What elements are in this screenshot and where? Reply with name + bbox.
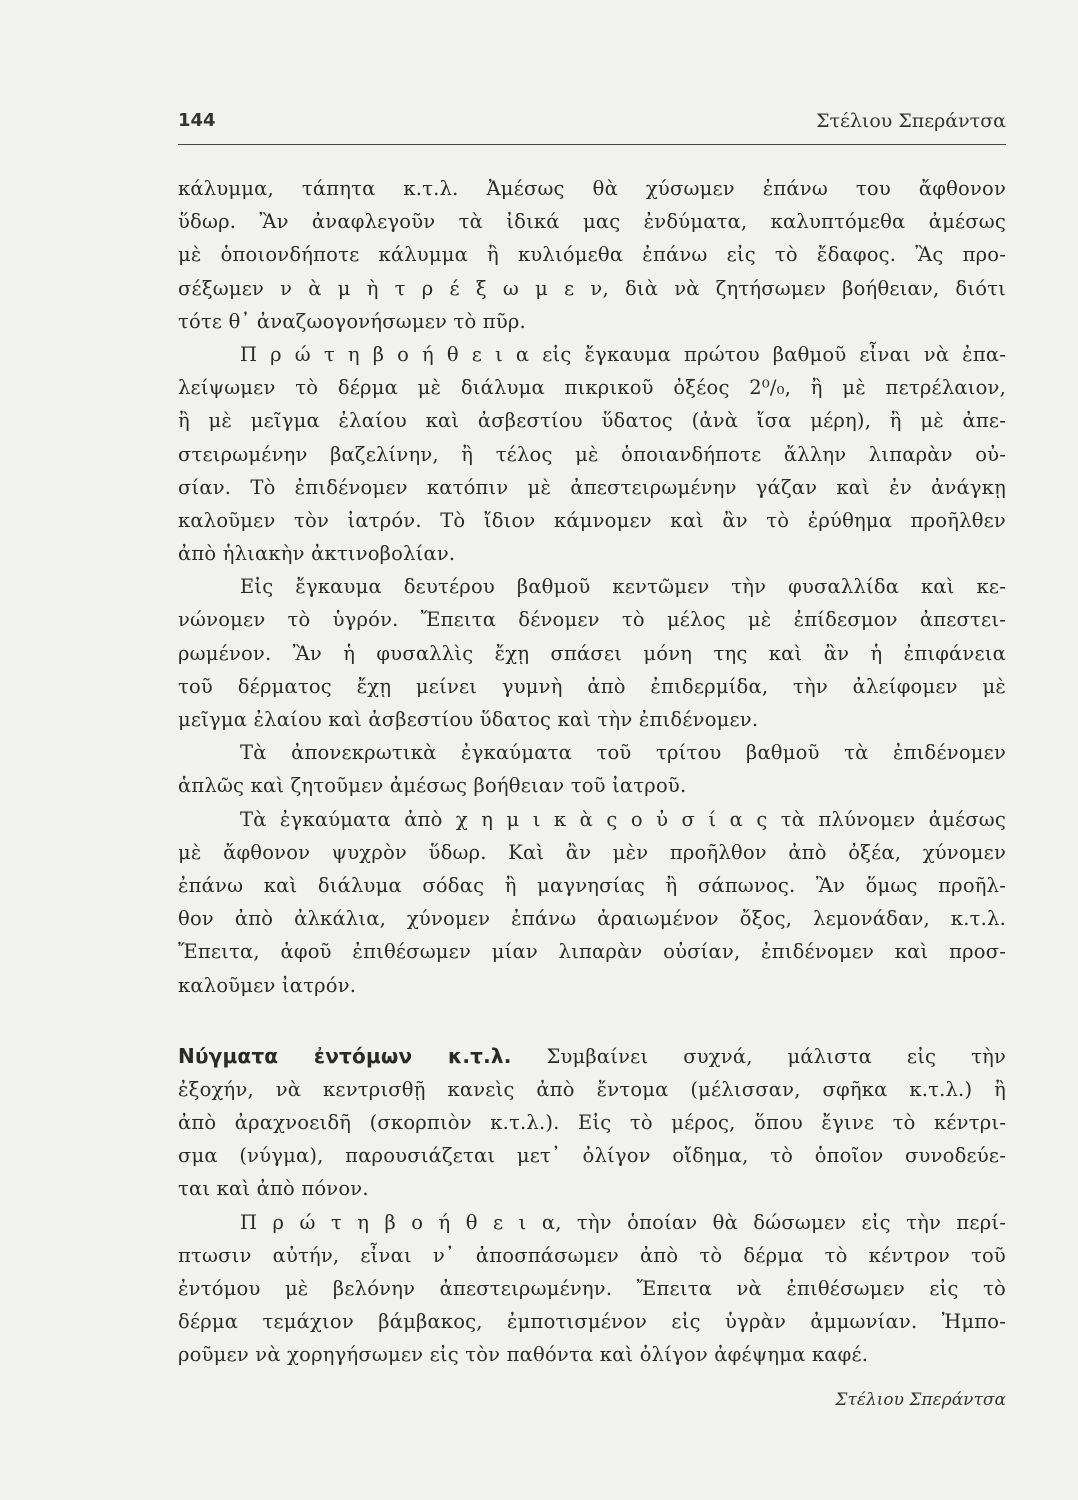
paragraph bbox=[178, 1040, 1006, 1206]
text-line: Τὰ ἀπονεκρωτικὰ ἐγκαύματα τοῦ τρίτου βαθμοῦ τὰ ἐπιδένομεν bbox=[240, 741, 1006, 765]
section-gap bbox=[178, 1002, 1006, 1040]
text-line: Π ρ ώ τ η β ο ή θ ε ι α εἰς ἔγκαυμα πρώτου βαθμοῦ εἶναι νὰ ἐπα- bbox=[240, 342, 1006, 366]
text-line: σμα (νύγμα), παρουσιάζεται μετ᾽ ὀλίγον οἴδημα, τὸ ὁποῖον συνοδεύε- bbox=[178, 1144, 1006, 1168]
paragraph bbox=[178, 803, 1006, 1002]
text-line: ἐξοχήν, νὰ κεντρισθῇ κανεὶς ἀπὸ ἔντομα (μέλισσαν, σφῆκα κ.τ.λ.) ἢ bbox=[178, 1077, 1006, 1101]
text-line: τότε θ᾽ ἀναζωογονήσωμεν τὸ πῦρ. bbox=[178, 309, 526, 333]
text-line bbox=[178, 1040, 1006, 1073]
text-line: καλοῦμεν τὸν ἰατρόν. Τὸ ἴδιον κάμνομεν καὶ ἂν τὸ ἐρύθημα προῆλθεν bbox=[178, 508, 1006, 532]
paragraph bbox=[178, 736, 1006, 802]
text-line: ὕδωρ. Ἂν ἀναφλεγοῦν τὰ ἰδικά μας ἐνδύματα, καλυπτόμεθα ἀμέσως bbox=[178, 210, 1006, 234]
header-rule bbox=[178, 144, 1006, 145]
page-header bbox=[178, 110, 1006, 146]
text-line: Εἰς ἔγκαυμα δευτέρου βαθμοῦ κεντῶμεν τὴν φυσαλλίδα καὶ κε- bbox=[240, 575, 1006, 599]
text-line: λείψωμεν τὸ δέρμα μὲ διάλυμα πικρικοῦ ὀξέος 2⁰/₀, ἢ μὲ πετρέλαιον, bbox=[178, 376, 1006, 400]
text-line: Ἔπειτα, ἀφοῦ ἐπιθέσωμεν μίαν λιπαρὰν οὐσίαν, ἐπιδένομεν καὶ προσ- bbox=[178, 940, 1006, 964]
paragraph bbox=[178, 338, 1006, 570]
text-line: ρωμένον. Ἂν ἡ φυσαλλὶς ἔχῃ σπάσει μόνη της καὶ ἂν ἡ ἐπιφάνεια bbox=[178, 641, 1006, 665]
paragraph bbox=[178, 1206, 1006, 1372]
running-head: Στέλιου Σπεράντσα bbox=[816, 110, 1006, 132]
text-line: σίαν. Τὸ ἐπιδένομεν κατόπιν μὲ ἀπεστειρωμένην γάζαν καὶ ἐν ἀνάγκῃ bbox=[178, 475, 1006, 499]
text-line: νώνομεν τὸ ὑγρόν. Ἔπειτα δένομεν τὸ μέλος μὲ ἐπίδεσμον ἀπεστει- bbox=[178, 608, 1006, 632]
text-line: σέξωμεν ν ὰ μ ὴ τ ρ έ ξ ω μ ε ν, διὰ νὰ ζητήσωμεν βοήθειαν, διότι bbox=[178, 276, 1006, 300]
text-line: ἢ μὲ μεῖγμα ἐλαίου καὶ ἀσβεστίου ὕδατος (ἀνὰ ἴσα μέρη), ἢ μὲ ἀπε- bbox=[178, 409, 1006, 433]
text-line: ἀπὸ ἀραχνοειδῆ (σκορπιὸν κ.τ.λ.). Εἰς τὸ μέρος, ὅπου ἔγινε τὸ κέντρι- bbox=[178, 1111, 1006, 1135]
text-line: θον ἀπὸ ἀλκάλια, χύνομεν ἐπάνω ἀραιωμένον ὄξος, λεμονάδαν, κ.τ.λ. bbox=[178, 907, 1006, 931]
text-line: Τὰ ἐγκαύματα ἀπὸ χ η μ ι κ ὰ ς ο ὐ σ ί α ς τὰ πλύνομεν ἀμέσως bbox=[240, 807, 1006, 831]
paragraph bbox=[178, 570, 1006, 736]
text-line: κάλυμμα, τάπητα κ.τ.λ. Ἀμέσως θὰ χύσωμεν ἐπάνω του ἄφθονον bbox=[178, 177, 1006, 200]
text-line: ἐντόμου μὲ βελόνην ἀπεστειρωμένην. Ἔπειτα νὰ ἐπιθέσωμεν εἰς τὸ bbox=[178, 1277, 1006, 1300]
text-line: τοῦ δέρματος ἔχῃ μείνει γυμνὴ ἀπὸ ἐπιδερμίδα, τὴν ἀλείφομεν μὲ bbox=[178, 674, 1006, 698]
text-line: πτωσιν αὐτήν, εἶναι ν᾽ ἀποσπάσωμεν ἀπὸ τὸ δέρμα τὸ κέντρον τοῦ bbox=[178, 1243, 1006, 1267]
text-line: δέρμα τεμάχιον βάμβακος, ἐμποτισμένον εἰς ὑγρὰν ἀμμωνίαν. Ἠμπο- bbox=[178, 1310, 1006, 1334]
paragraph bbox=[178, 172, 1006, 338]
text-line: μεῖγμα ἐλαίου καὶ ἀσβεστίου ὕδατος καὶ τὴν ἐπιδένομεν. bbox=[178, 708, 759, 731]
text-line: ται καὶ ἀπὸ πόνον. bbox=[178, 1177, 369, 1201]
page-number: 144 bbox=[178, 110, 216, 131]
text-line: μὲ ἄφθονον ψυχρὸν ὕδωρ. Καὶ ἂν μὲν προῆλθον ἀπὸ ὀξέα, χύνομεν bbox=[178, 840, 1006, 864]
text-line: ἐπάνω καὶ διάλυμα σόδας ἢ μαγνησίας ἢ σάπωνος. Ἂν ὅμως προῆλ- bbox=[178, 873, 1006, 897]
text-line: ροῦμεν νὰ χορηγήσωμεν εἰς τὸν παθόντα καὶ ὀλίγον ἀφέψημα καφέ. bbox=[178, 1343, 869, 1367]
body-text bbox=[178, 172, 1006, 1372]
text-line: στειρωμένην βαζελίνην, ἢ τέλος μὲ ὁποιανδήποτε ἄλλην λιπαρὰν οὐ- bbox=[178, 442, 1006, 466]
text-line: Π ρ ώ τ η β ο ή θ ε ι α, τὴν ὁποίαν θὰ δώσωμεν εἰς τὴν περί- bbox=[240, 1210, 1006, 1234]
section-heading: Νύγματα ἐντόμων κ.τ.λ. bbox=[178, 1043, 512, 1068]
text-line: ἁπλῶς καὶ ζητοῦμεν ἀμέσως βοήθειαν τοῦ ἰατροῦ. bbox=[178, 774, 687, 798]
text-line: μὲ ὁποιονδήποτε κάλυμμα ἢ κυλιόμεθα ἐπάνω εἰς τὸ ἔδαφος. Ἂς προ- bbox=[178, 243, 1006, 267]
text-line: ἀπὸ ἡλιακὴν ἀκτινοβολίαν. bbox=[178, 542, 456, 566]
author-signature: Στέλιου Σπεράντσα bbox=[835, 1390, 1006, 1410]
text-run: Συμβαίνει συχνά, μάλιστα εἰς τὴν bbox=[546, 1044, 1006, 1068]
text-line: καλοῦμεν ἰατρόν. bbox=[178, 973, 357, 997]
